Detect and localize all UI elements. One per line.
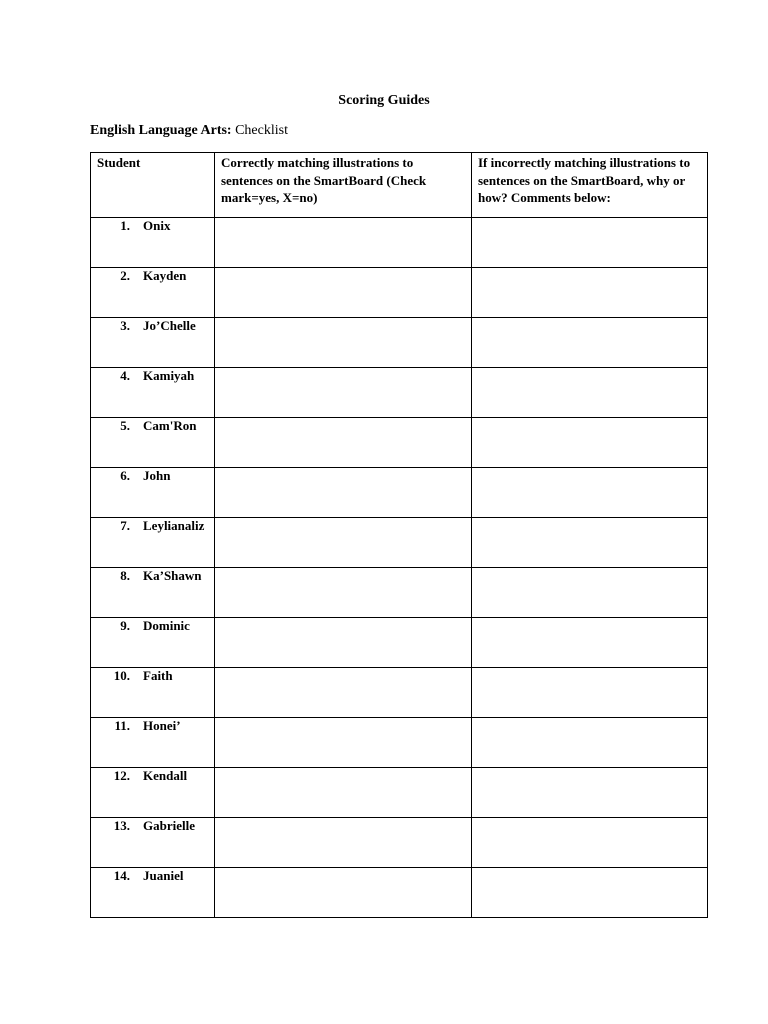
student-cell (91, 518, 215, 568)
student-cell (91, 768, 215, 818)
table-row (91, 518, 708, 568)
header-correct-matching: Correctly matching illustrations to sentences on the SmartBoard (Check mark=yes, X=no) (215, 153, 472, 218)
subject-line (90, 123, 288, 139)
student-number: 6. (120, 468, 130, 483)
match-check-cell[interactable] (215, 668, 472, 718)
student-name: Gabrielle (143, 818, 195, 833)
student-number: 13. (113, 818, 130, 833)
student-number: 3. (120, 318, 130, 333)
checklist-table (90, 152, 708, 918)
student-number: 14. (113, 868, 130, 883)
comment-cell[interactable] (472, 718, 708, 768)
student-name: Cam'Ron (143, 418, 197, 433)
student-number: 4. (120, 368, 130, 383)
student-name: Dominic (143, 618, 190, 633)
student-cell (91, 368, 215, 418)
header-student: Student (91, 153, 215, 218)
table-row (91, 718, 708, 768)
student-name: Kendall (143, 768, 188, 783)
table-row (91, 268, 708, 318)
match-check-cell[interactable] (215, 418, 472, 468)
match-check-cell[interactable] (215, 318, 472, 368)
comment-cell[interactable] (472, 668, 708, 718)
match-check-cell[interactable] (215, 568, 472, 618)
header-comments: If incorrectly matching illustrations to sentences on the SmartBoard, why or how? Comments below: (472, 153, 708, 218)
table-row (91, 368, 708, 418)
student-number: 11. (114, 718, 130, 733)
table-row (91, 568, 708, 618)
student-cell (91, 868, 215, 918)
student-number: 5. (120, 418, 130, 433)
student-name: Leylianaliz (143, 518, 205, 533)
comment-cell[interactable] (472, 218, 708, 268)
student-name: Honei’ (143, 718, 181, 733)
table-row (91, 618, 708, 668)
table-row (91, 218, 708, 268)
table-row (91, 818, 708, 868)
student-cell (91, 718, 215, 768)
table-row (91, 468, 708, 518)
comment-cell[interactable] (472, 768, 708, 818)
student-number: 12. (113, 768, 130, 783)
match-check-cell[interactable] (215, 868, 472, 918)
match-check-cell[interactable] (215, 768, 472, 818)
student-name: Faith (143, 668, 173, 683)
student-cell (91, 268, 215, 318)
student-cell (91, 418, 215, 468)
comment-cell[interactable] (472, 868, 708, 918)
match-check-cell[interactable] (215, 718, 472, 768)
comment-cell[interactable] (472, 318, 708, 368)
table-row (91, 418, 708, 468)
comment-cell[interactable] (472, 818, 708, 868)
student-cell (91, 668, 215, 718)
comment-cell[interactable] (472, 368, 708, 418)
match-check-cell[interactable] (215, 468, 472, 518)
table-row (91, 668, 708, 718)
student-cell (91, 318, 215, 368)
comment-cell[interactable] (472, 418, 708, 468)
match-check-cell[interactable] (215, 518, 472, 568)
student-cell (91, 618, 215, 668)
student-name: Kamiyah (143, 368, 195, 383)
student-name: Juaniel (143, 868, 184, 883)
student-name: Kayden (143, 268, 187, 283)
table-row (91, 318, 708, 368)
student-rows (91, 218, 708, 918)
student-cell (91, 568, 215, 618)
student-number: 10. (113, 668, 130, 683)
comment-cell[interactable] (472, 568, 708, 618)
student-name: Onix (143, 218, 171, 233)
student-number: 7. (120, 518, 130, 533)
student-number: 9. (120, 618, 130, 633)
page-title: Scoring Guides (338, 93, 430, 108)
comment-cell[interactable] (472, 618, 708, 668)
comment-cell[interactable] (472, 518, 708, 568)
match-check-cell[interactable] (215, 818, 472, 868)
comment-cell[interactable] (472, 468, 708, 518)
match-check-cell[interactable] (215, 618, 472, 668)
subject-label: English Language Arts: (90, 123, 232, 138)
student-number: 1. (120, 218, 130, 233)
student-name: Jo’Chelle (143, 318, 196, 333)
student-cell (91, 818, 215, 868)
student-name: Ka’Shawn (143, 568, 202, 583)
table-row (91, 768, 708, 818)
student-number: 2. (120, 268, 130, 283)
table-header-row (91, 153, 708, 218)
match-check-cell[interactable] (215, 368, 472, 418)
table-row (91, 868, 708, 918)
match-check-cell[interactable] (215, 218, 472, 268)
match-check-cell[interactable] (215, 268, 472, 318)
student-name: John (143, 468, 171, 483)
comment-cell[interactable] (472, 268, 708, 318)
student-cell (91, 468, 215, 518)
student-cell (91, 218, 215, 268)
student-number: 8. (120, 568, 130, 583)
subject-value: Checklist (235, 123, 288, 138)
